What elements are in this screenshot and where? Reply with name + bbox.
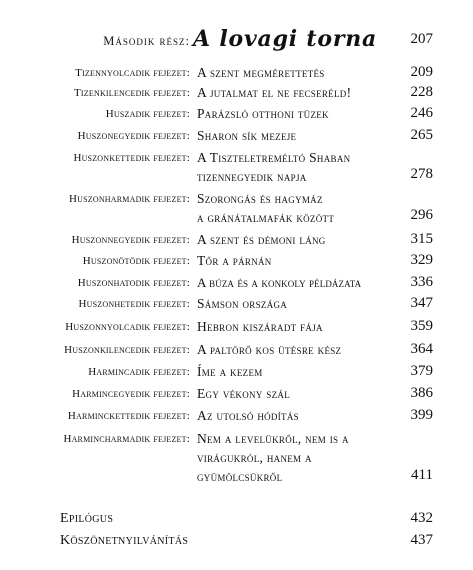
chapter-page-number: 364 <box>410 341 433 357</box>
chapter-label: Huszonhatodik fejezet: <box>77 277 190 289</box>
toc-entry[interactable] <box>0 64 473 82</box>
chapter-title: Egy vékony szál <box>197 386 290 401</box>
toc-entry[interactable] <box>0 407 473 425</box>
chapter-page-number: 329 <box>410 252 433 268</box>
chapter-title: A szent megmérettetés <box>197 65 325 80</box>
chapter-page-number: 336 <box>410 274 433 290</box>
chapter-title: Sámson országa <box>197 296 288 311</box>
chapter-title: Íme a kezem <box>197 364 263 379</box>
chapter-page-number: 265 <box>410 127 433 143</box>
chapter-page-number: 379 <box>410 363 433 379</box>
toc-entry[interactable] <box>0 430 473 486</box>
chapter-title: A szent és démoni láng <box>197 232 326 247</box>
chapter-title-line-3: gyümölcsükről <box>197 469 283 484</box>
chapter-title: Tőr a párnán <box>197 253 272 268</box>
toc-entry[interactable] <box>0 318 473 336</box>
toc-entry[interactable] <box>0 231 473 249</box>
chapter-label: Harminckettedik fejezet: <box>67 410 190 422</box>
chapter-label: Tizenkilencedik fejezet: <box>74 87 190 99</box>
toc-entry[interactable] <box>0 295 473 313</box>
chapter-title: A jutalmat el ne fecseréld! <box>197 85 352 100</box>
part-heading <box>0 26 473 54</box>
chapter-page-number: 411 <box>411 467 433 483</box>
toc-entry-epilogue[interactable] <box>0 510 473 528</box>
chapter-title: Szorongás és hagymáz <box>197 191 323 206</box>
chapter-title: Sharon sík mezeje <box>197 128 297 143</box>
chapter-label: Huszonkettedik fejezet: <box>73 152 190 164</box>
acknowledgements-title: Köszönetnyilvánítás <box>60 533 189 548</box>
chapter-page-number: 359 <box>410 318 433 334</box>
chapter-label: Huszadik fejezet: <box>105 108 190 120</box>
toc-entry-acknowledgements[interactable] <box>0 532 473 550</box>
chapter-page-number: 399 <box>410 407 433 423</box>
chapter-page-number: 386 <box>410 385 433 401</box>
toc-entry[interactable] <box>0 274 473 292</box>
chapter-page-number: 347 <box>410 295 433 311</box>
toc-entry[interactable] <box>0 341 473 359</box>
chapter-page-number: 315 <box>410 231 433 247</box>
part-title: A lovagi torna <box>193 26 378 52</box>
toc-entry[interactable] <box>0 385 473 403</box>
chapter-title: Parázsló otthoni tüzek <box>197 106 329 121</box>
chapter-label: Huszonnyolcadik fejezet: <box>65 321 190 333</box>
chapter-title: Az utolsó hódítás <box>197 408 299 423</box>
chapter-title: Nem a levelükről, nem is a <box>197 431 349 446</box>
chapter-label: Huszonharmadik fejezet: <box>68 193 190 205</box>
toc-entry[interactable] <box>0 149 473 187</box>
chapter-title: A búza és a konkoly példázata <box>197 275 362 290</box>
toc-entry[interactable] <box>0 105 473 123</box>
toc-entry[interactable] <box>0 363 473 381</box>
chapter-title-line-2: virágukról, hanem a <box>197 450 312 465</box>
toc-entry[interactable] <box>0 252 473 270</box>
chapter-page-number: 228 <box>410 84 433 100</box>
chapter-label: Harmincegyedik fejezet: <box>72 388 190 400</box>
chapter-label: Huszonötödik fejezet: <box>82 255 190 267</box>
chapter-label: Huszonegyedik fejezet: <box>77 130 190 142</box>
chapter-title: Hebron kiszáradt fája <box>197 319 323 334</box>
epilogue-page-number: 432 <box>410 510 433 526</box>
toc-entry[interactable] <box>0 84 473 102</box>
chapter-label: Huszonkilencedik fejezet: <box>64 344 190 356</box>
chapter-label: Harmincharmadik fejezet: <box>63 433 190 445</box>
toc-entry[interactable] <box>0 127 473 145</box>
toc-entry[interactable] <box>0 190 473 228</box>
chapter-title: A Tiszteletreméltó Shaban <box>197 150 351 165</box>
chapter-label: Huszonhetedik fejezet: <box>78 298 190 310</box>
chapter-title-line-2: a gránátalmafák között <box>197 210 335 225</box>
chapter-title-line-2: tizennegyedik napja <box>197 169 307 184</box>
part-label: Második rész: <box>103 34 190 48</box>
chapter-page-number: 246 <box>410 105 433 121</box>
chapter-label: Huszonnegyedik fejezet: <box>71 234 190 246</box>
chapter-title: A paltörő kos ütésre kész <box>197 342 342 357</box>
acknowledgements-page-number: 437 <box>410 532 433 548</box>
part-page-number: 207 <box>410 31 433 47</box>
chapter-label: Tizennyolcadik fejezet: <box>75 67 190 79</box>
chapter-page-number: 209 <box>410 64 433 80</box>
epilogue-title: Epilógus <box>60 511 114 526</box>
chapter-page-number: 278 <box>410 166 433 182</box>
chapter-page-number: 296 <box>410 207 433 223</box>
chapter-label: Harmincadik fejezet: <box>88 366 190 378</box>
